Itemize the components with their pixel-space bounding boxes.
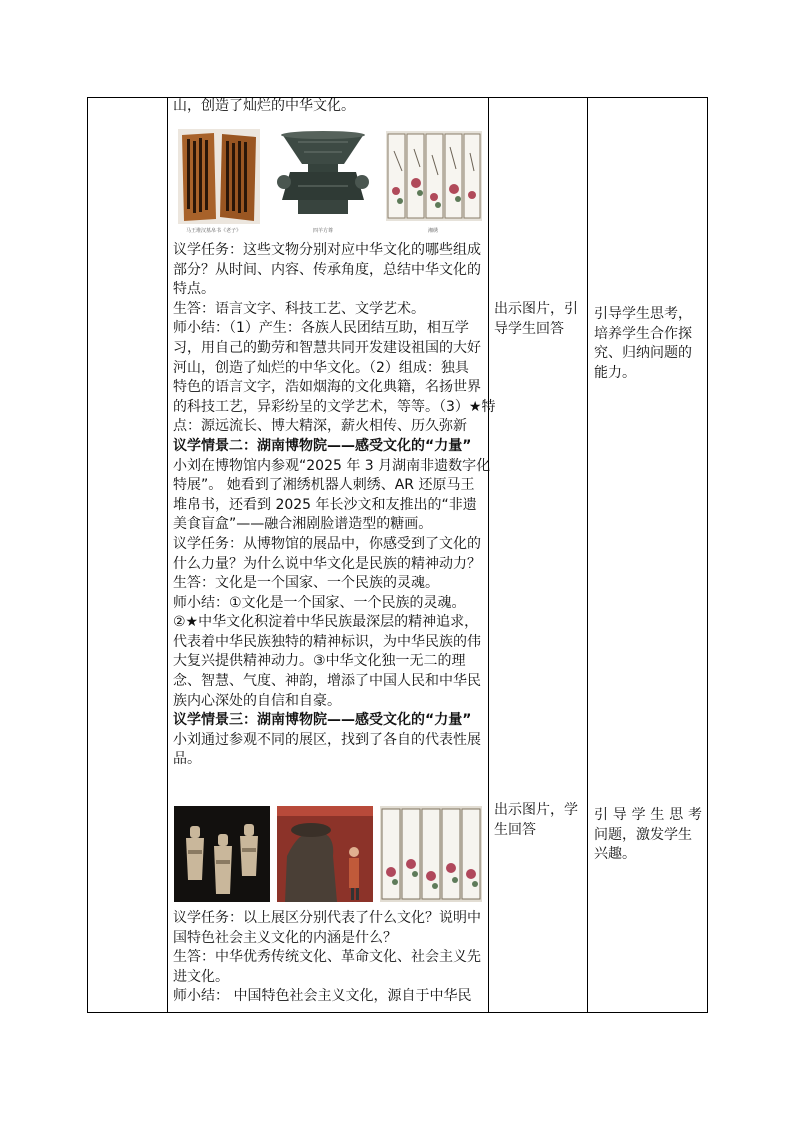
teacher-activity-cell-1 [494, 300, 584, 339]
text-line: 能力。 [594, 364, 636, 381]
teacher-activity-cell-2 [494, 801, 584, 840]
text-line: 堆帛书，还看到 2025 年长沙文和友推出的“非遗 [173, 496, 477, 513]
text-line: 出示图片，引 [494, 301, 578, 317]
design-intent-cell-1 [594, 305, 702, 383]
text-line: 引导学生思考 [594, 807, 702, 823]
text-line: 生答：文化是一个国家、一个民族的灵魂。 [173, 575, 439, 592]
text-line: 习，用自己的勤劳和智慧共同开发建设祖国的大好 [173, 339, 481, 356]
text-line: 导学生回答 [494, 320, 564, 337]
text-line: 族内心深处的自信和自豪。 [173, 692, 341, 709]
figurines-image [174, 806, 270, 902]
text-line: 品。 [173, 751, 201, 768]
text-line: 特展”。 她看到了湘绣机器人刺绣、AR 还原马王 [173, 477, 475, 494]
text-line: 美食盲盒”——融合湘剧脸谱造型的糖画。 [173, 516, 433, 533]
text-line: 议学任务：从博物馆的展品中，你感受到了文化的 [173, 535, 481, 552]
text-line: 生回答 [494, 821, 536, 838]
embroidery-screen-image [380, 806, 482, 902]
four-goat-zun-image [268, 130, 378, 220]
text-line: 进文化。 [173, 968, 229, 985]
text-line: 什么力量？为什么说中华文化是民族的精神动力？ [173, 555, 481, 572]
text-line: 念、智慧、气度、神韵，增添了中国人民和中华民 [173, 673, 481, 690]
text-line: 国特色社会主义文化的内涵是什么？ [173, 929, 397, 946]
text-line: 议学任务：以上展区分别代表了什么文化？说明中 [173, 910, 481, 926]
text-line: 师小结： 中国特色社会主义文化，源自于中华民 [173, 988, 472, 1005]
text-line: ②★中华文化积淀着中华民族最深层的精神追求， [173, 614, 479, 631]
silk-manuscript-image [178, 129, 260, 224]
design-intent-cell-2 [594, 806, 702, 865]
text-line: 特点。 [173, 281, 215, 298]
text-line: 部分？从时间、内容、传承角度，总结中华文化的 [173, 261, 481, 278]
text-line: 出示图片，学 [494, 802, 578, 818]
text-line: 生答：语言文字、科技工艺、文学艺术。 [173, 300, 425, 317]
text-line: 议学任务：这些文物分别对应中华文化的哪些组成 [173, 242, 481, 258]
lesson-bottom-text [173, 909, 485, 1007]
xiang-embroidery-image [386, 131, 482, 221]
text-line: 小刘通过参观不同的展区，找到了各自的代表性展 [173, 731, 481, 748]
text-line: 的科技工艺，异彩纷呈的文学艺术，等等。（3）★特 [173, 398, 496, 415]
text-line: 特色的语言文字，浩如烟海的文化典籍，名扬世界 [173, 379, 481, 396]
text-line: 大复兴提供精神动力。③中华文化独一无二的理 [173, 653, 466, 670]
text-line: 点：源远流长、博大精深，薪火相传、历久弥新 [173, 418, 467, 435]
caption-embroidery: 湘绣 [428, 228, 439, 234]
text-line: 山，创造了灿烂的中华文化。 [173, 98, 355, 114]
text-line: 究、归纳问题的 [594, 345, 692, 362]
text-line: 小刘在博物馆内参观“2025 年 3 月湖南非遗数字化 [173, 457, 491, 474]
text-line: 河山，创造了灿烂的中华文化。（2）组成：独具 [173, 359, 469, 376]
lesson-content-cell [173, 97, 485, 117]
text-line: 生答：中华优秀传统文化、革命文化、社会主义先 [173, 949, 481, 966]
revolutionary-statue-image [277, 806, 373, 902]
text-line: 引导学生思考， [594, 306, 692, 322]
text-line: 代表着中华民族独特的精神标识，为中华民族的伟 [173, 633, 481, 650]
caption-four-goat-zun: 四羊方尊 [313, 228, 334, 234]
text-line: 师小结：①文化是一个国家、一个民族的灵魂。 [173, 594, 466, 611]
text-line: 师小结：（1）产生：各族人民团结互助，相互学 [173, 320, 469, 337]
lesson-middle-text [173, 241, 496, 770]
scenario-heading: 议学情景二：湖南博物院——感受文化的“力量” [173, 437, 472, 454]
text-line: 培养学生合作探 [594, 325, 692, 342]
text-line: 问题，激发学生 [594, 826, 692, 843]
text-line: 兴趣。 [594, 846, 636, 863]
scenario-heading: 议学情景三：湖南博物院——感受文化的“力量” [173, 712, 472, 729]
caption-silk-manuscript: 马王堆汉墓帛书《老子》 [186, 228, 242, 234]
